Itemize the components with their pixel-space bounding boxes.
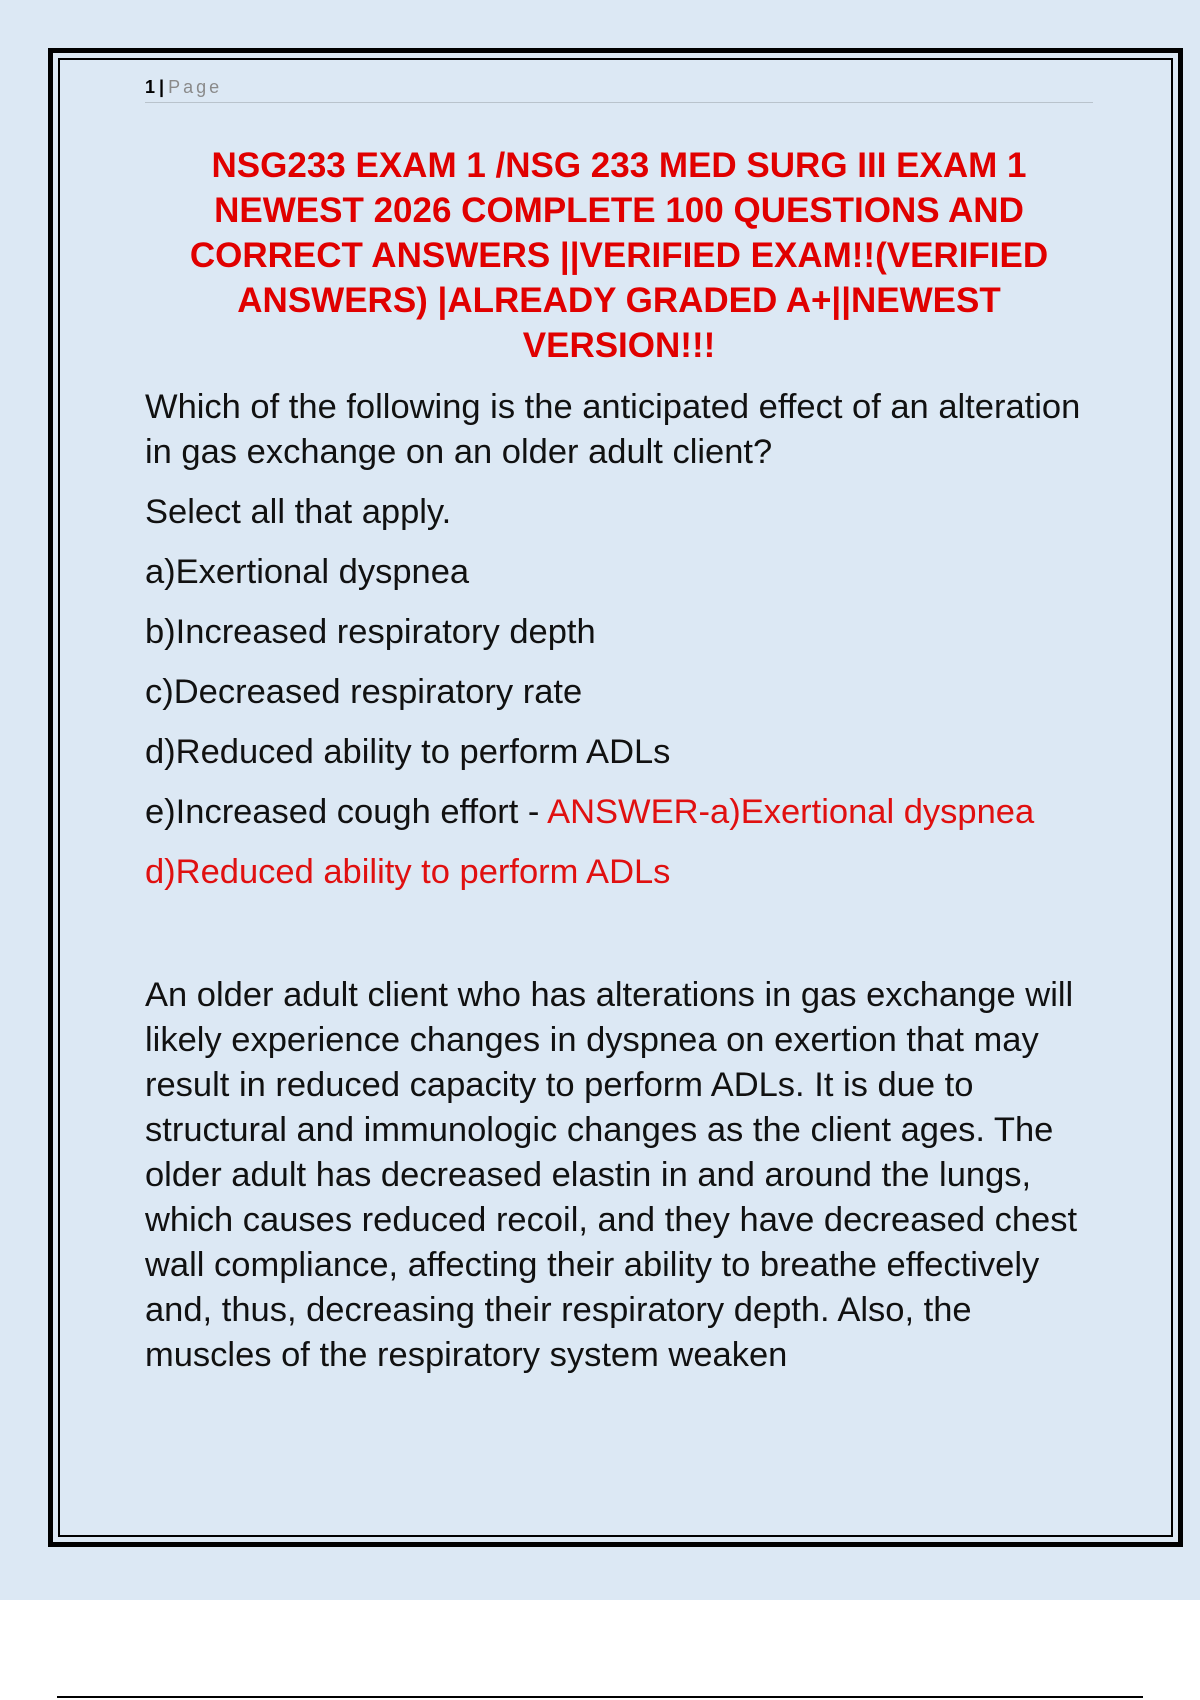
- question-instruction: Select all that apply.: [145, 493, 452, 531]
- page-header: [145, 74, 1093, 103]
- option-e-text: e)Increased cough effort -: [145, 793, 548, 831]
- option-b: b)Increased respiratory depth: [145, 613, 596, 651]
- document-title: NSG233 EXAM 1 /NSG 233 MED SURG III EXAM 1 NEWEST 2026 COMPLETE 100 QUESTIONS AND CORRECT ANSWERS ||VERIFIED EXAM!!(VERIFIED ANSWERS) |ALREADY GRADED A+||NEWEST VERSION!!!: [189, 146, 1049, 365]
- option-d: d)Reduced ability to perform ADLs: [145, 733, 671, 771]
- page-label: Page: [168, 77, 223, 97]
- question-stem: Which of the following is the anticipated effect of an alteration in gas exchange on an older adult client?: [145, 388, 1081, 471]
- option-e: [145, 790, 1095, 835]
- answer-inline: ANSWER-a)Exertional dyspnea: [547, 793, 1035, 831]
- answer-continued: d)Reduced ability to perform ADLs: [145, 853, 671, 891]
- option-c: c)Decreased respiratory rate: [145, 673, 583, 711]
- page-separator: |: [159, 77, 165, 97]
- option-a: a)Exertional dyspnea: [145, 553, 470, 591]
- footer-divider: [57, 1696, 1143, 1698]
- question-block: [145, 385, 1095, 1378]
- answer-explanation: An older adult client who has alterations in gas exchange will likely experience changes in dyspnea on exertion that may result in reduced capacity to perform ADLs. It is due to structural and immunologic changes as the client ages. The older adult has decreased elastin in and around the lungs, which causes reduced recoil, and they have decreased chest wall compliance, affecting their ability to breathe effectively and, thus, decreasing their respiratory depth. Also, the muscles of the respiratory system weaken: [145, 976, 1078, 1374]
- page-number: 1: [145, 77, 156, 97]
